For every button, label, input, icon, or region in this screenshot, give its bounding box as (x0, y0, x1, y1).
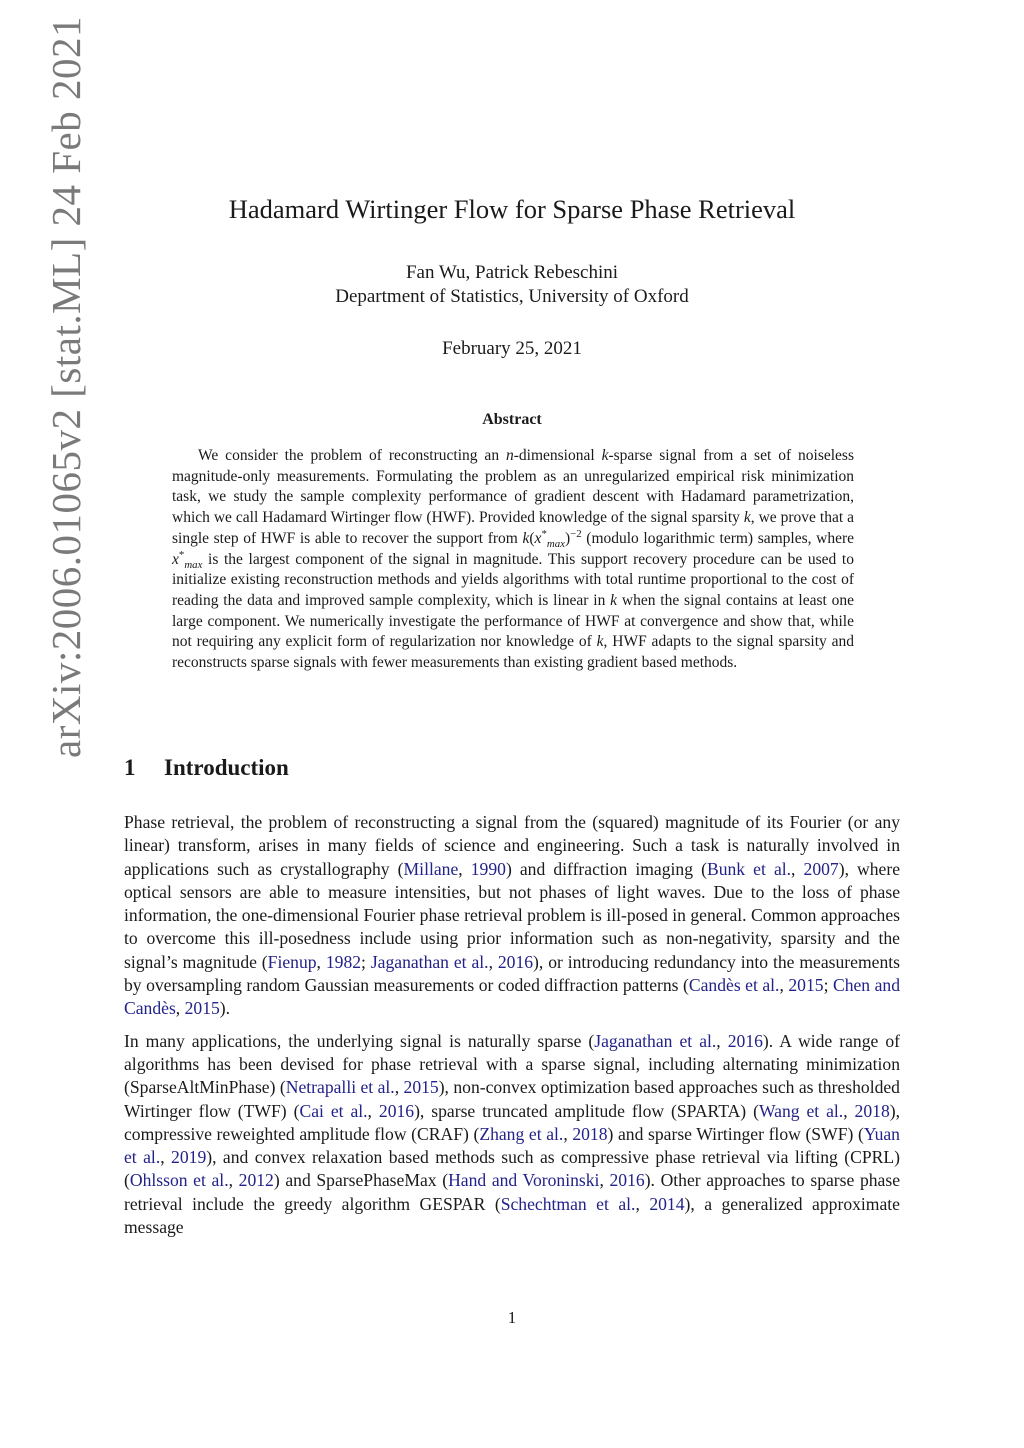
section-heading-introduction (124, 753, 289, 783)
arxiv-stamp: arXiv:2006.01065v2 [stat.ML] 24 Feb 2021 (43, 16, 89, 758)
formula-sample-complexity: $k(x^*_{max})^{-2}$ (522, 527, 582, 550)
body-text-run: ) and diffraction imaging ( (505, 858, 707, 879)
math-k: k (610, 591, 618, 609)
body-text (124, 811, 900, 1248)
citation-link[interactable]: Jaganathan et al. (370, 951, 489, 972)
citation-link[interactable]: Wang et al. (758, 1100, 844, 1121)
body-text-run: ), compressive reweighted amplitude flow (CRAF) ( (124, 1100, 900, 1144)
paragraph-1: Phase retrieval, the problem of reconstructing a signal from the (squared) magnitude of its Fourier (or any linear) transform, arises in many fields of science and engineering. Such a task is naturally involved in applications such as crystallography (Millane, 1990) and diffraction imaging (Bunk et al., 2007), where optical sensors are able to measure intensities, but not phases of light waves. Due to the loss of phase information, the one-dimensional Fourier phase retrieval problem is ill-posed in general. Common approaches to overcome this ill-posedness include using prior information such as non-negativity, sparsity and the signal’s magnitude (Fienup, 1982; Jaganathan et al., 2016), or introducing redundancy into the measurements by oversampling random Gaussian measurements or coded diffraction patterns (Candès et al., 2015; Chen and Candès, 2015). (124, 812, 901, 1019)
citation-link[interactable]: Hand and Voroninski (448, 1170, 600, 1191)
body-text-run: ). A wide range of algorithms has been devised for phase retrieval with a sparse signal, including alternating minimization (SparseAltMinPhase) ( (124, 1030, 900, 1098)
abstract-paragraph (172, 446, 854, 674)
body-text-run: ), where optical sensors are able to measure intensities, but not phases of light waves. Due to the loss of phase information, the one-dimensional Fourier phase retrieval problem is ill-posed in general. Common approaches to overcome this ill-posedness include using prior information such as non-negativity, sparsity and the signal’s magnitude ( (124, 858, 901, 972)
citation-link[interactable]: Jaganathan et al. (594, 1030, 717, 1051)
math-exponent: −2 (570, 527, 582, 540)
citation-link[interactable]: Chen and Candès (124, 975, 900, 1019)
abstract-body (172, 446, 854, 674)
math-k: k (522, 529, 530, 547)
citation-year-link[interactable]: 2015 (184, 998, 220, 1019)
body-text-run: ), a generalized approximate message (124, 1193, 900, 1238)
math-k: k (596, 633, 604, 651)
page-number: 1 (507, 1308, 517, 1327)
citation-year-link[interactable]: 2016 (609, 1170, 645, 1191)
citation-link[interactable]: Ohlsson et al. (129, 1170, 229, 1191)
abstract-text: is the largest component of the signal in magnitude. This support recovery procedure can be used to initialize existing reconstruction methods and yields algorithms with total runtime proportional to the cost of reading the data and improved sample complexity, which is linear in (172, 550, 854, 609)
body-text-run: Phase retrieval, the problem of reconstructing a signal from the (squared) magnitude of its Fourier (or any linear) transform, arises in many fields of science and engineering. Such a task is naturally involved in applications such as crystallography ( (124, 812, 900, 879)
body-text-run: ) and SparsePhaseMax ( (273, 1170, 449, 1191)
body-text-run: ), sparse truncated amplitude flow (SPARTA) ( (414, 1100, 759, 1121)
math-n: n (505, 447, 514, 464)
math-star: * (178, 548, 185, 561)
abstract-text: (modulo logarithmic term) samples, where (581, 529, 855, 547)
body-text-run: ), or introducing redundancy into the measurements by oversampling random Gaussian measurements or coded diffraction patterns ( (124, 951, 900, 996)
citation-year-link[interactable]: 2015 (788, 975, 824, 996)
citation-year-link[interactable]: 2018 (572, 1123, 608, 1144)
citation-link[interactable]: Millane (403, 858, 459, 879)
citation-year-link[interactable]: 2016 (727, 1030, 763, 1051)
authors: Fan Wu, Patrick Rebeschini (405, 262, 619, 283)
citation-year-link[interactable]: 2007 (803, 858, 839, 879)
abstract-text: We consider the problem of reconstructing an (198, 447, 506, 464)
citation-link[interactable]: Bunk et al. (706, 858, 792, 879)
citation-year-link[interactable]: 2016 (497, 951, 534, 972)
citation-link[interactable]: Schechtman et al. (500, 1193, 636, 1214)
citation-year-link[interactable]: 1982 (325, 951, 362, 972)
citation-link[interactable]: Zhang et al. (479, 1123, 564, 1144)
citation-year-link[interactable]: 2012 (238, 1170, 274, 1191)
body-text-run: ) and sparse Wirtinger flow (SWF) ( (607, 1123, 864, 1144)
citation-link[interactable]: Netrapalli et al. (285, 1077, 395, 1098)
formula-xmax (172, 548, 203, 571)
abstract-text: , we prove that a single step of HWF is able to recover the support from (172, 509, 854, 547)
citation-link[interactable]: Yuan et al. (124, 1123, 900, 1168)
citation-link[interactable]: Cai et al. (299, 1100, 368, 1121)
paper-title: Hadamard Wirtinger Flow for Sparse Phase Retrieval (228, 194, 796, 224)
publication-date: February 25, 2021 (442, 338, 582, 359)
paragraph-2: In many applications, the underlying signal is naturally sparse (Jaganathan et al., 2016). A wide range of algorithms has been devised for phase retrieval with a sparse signal, including alternating minimization (SparseAltMinPhase) (Netrapalli et al., 2015), non-convex optimization based approaches such as thresholded Wirtinger flow (TWF) (Cai et al., 2016), sparse truncated amplitude flow (SPARTA) (Wang et al., 2018), compressive reweighted amplitude flow (CRAF) (Zhang et al., 2018) and sparse Wirtinger flow (SWF) (Yuan et al., 2019), and convex relaxation based methods such as compressive phase retrieval via lifting (CPRL) (Ohlsson et al., 2012) and SparsePhaseMax (Hand and Voroninski, 2016). Other approaches to sparse phase retrieval include the greedy algorithm GESPAR (Schechtman et al., 2014), a generalized approximate message (124, 1030, 901, 1238)
abstract-text: -sparse signal from a set of noiseless magnitude-only measurements. Formulating the problem as an unregularized empirical risk minimization task, we study the sample complexity performance of gradient descent with Hadamard parametrization, which we call Hadamard Wirtinger flow (HWF). Provided knowledge of the signal sparsity (172, 447, 854, 527)
abstract-text: , HWF adapts to the signal sparsity and reconstructs sparse signals with fewer measurements than existing gradient based methods. (172, 633, 855, 672)
citation-year-link[interactable]: 2014 (649, 1193, 685, 1214)
citation-link[interactable]: Candès et al. (688, 975, 780, 996)
body-text-run: ), non-convex optimization based approaches such as thresholded Wirtinger flow (TWF) ( (124, 1077, 900, 1121)
abstract-heading: Abstract (482, 411, 542, 428)
affiliation: Department of Statistics, University of Oxford (335, 286, 689, 307)
math-sub-max: max (184, 558, 203, 571)
citation-year-link[interactable]: 2019 (171, 1147, 207, 1168)
citation-year-link[interactable]: 2015 (403, 1077, 439, 1098)
citation-year-link[interactable]: 2016 (378, 1100, 415, 1121)
citation-year-link[interactable]: 2018 (854, 1100, 890, 1121)
body-text-run: ). Other approaches to sparse phase retrieval include the greedy algorithm GESPAR ( (124, 1170, 901, 1214)
citation-link[interactable]: Fienup (267, 951, 317, 972)
abstract-text: when the signal contains at least one large component. We numerically investigate the performance of HWF at convergence and show that, while not requiring any explicit form of regularization nor knowledge of (172, 591, 854, 651)
citation-year-link[interactable]: 1990 (470, 858, 506, 879)
math-k: k (601, 447, 609, 464)
math-x: x (172, 550, 179, 568)
section-number: 1 (124, 755, 136, 780)
math-sub-max: max (546, 537, 565, 550)
section-title: Introduction (164, 755, 289, 780)
abstract-text: -dimensional (513, 447, 602, 464)
body-text-run: ), and convex relaxation based methods such as compressive phase retrieval via lifting (CPRL) ( (124, 1147, 900, 1191)
body-text-run: In many applications, the underlying signal is naturally sparse ( (124, 1030, 595, 1051)
math-k: k (743, 509, 751, 527)
math-star: * (541, 527, 547, 540)
body-text-run: ). (219, 998, 231, 1019)
math-x: x (534, 529, 542, 547)
